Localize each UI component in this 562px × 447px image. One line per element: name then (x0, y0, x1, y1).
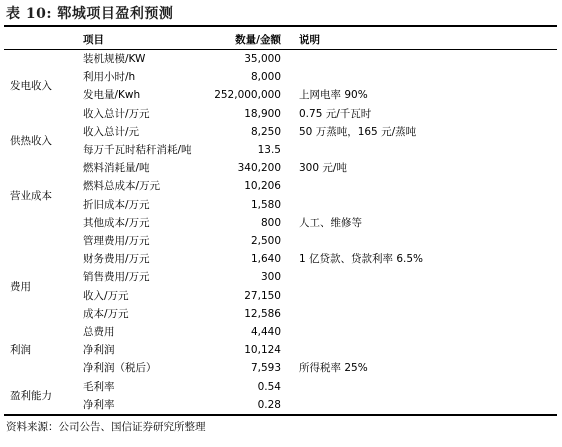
row-item: 销售费用/万元 (83, 271, 150, 284)
category-label: 利润 (10, 344, 31, 357)
row-item: 成本/万元 (83, 307, 129, 320)
category-label: 营业成本 (10, 189, 52, 202)
row-item: 净利率 (83, 398, 115, 411)
category-label: 盈利能力 (10, 389, 52, 402)
row-item: 燃料消耗量/吨 (83, 162, 150, 175)
table-row (0, 159, 562, 177)
row-value: 7,593 (250, 362, 281, 375)
row-item: 财务费用/万元 (83, 253, 150, 266)
row-item: 其他成本/万元 (83, 216, 150, 229)
category-label: 发电收入 (10, 80, 52, 93)
bottom-rule (4, 414, 557, 416)
row-item: 燃料总成本/万元 (83, 180, 161, 193)
category-label: 费用 (10, 280, 31, 293)
row-item: 净利润 (83, 344, 115, 357)
table-row (0, 50, 562, 68)
row-value: 300 (260, 271, 281, 284)
table-row (0, 232, 562, 250)
row-item: 收入/万元 (83, 289, 129, 302)
table-row (0, 250, 562, 268)
table-row (0, 68, 562, 86)
source-note: 资料来源：公司公告、国信证券研究所整理 (6, 421, 206, 433)
row-item: 总费用 (83, 326, 115, 338)
table-row (0, 378, 562, 396)
table-row (0, 396, 562, 414)
row-item: 每万千瓦时秸秆消耗/吨 (83, 144, 192, 156)
top-rule (4, 25, 557, 27)
row-value: 0.54 (257, 380, 281, 393)
row-value: 1,640 (250, 253, 281, 266)
row-item: 毛利率 (83, 380, 115, 393)
row-item: 发电量/Kwh (83, 89, 141, 102)
table-row (0, 177, 562, 195)
header-item: 项目 (83, 34, 104, 46)
row-value: 0.28 (257, 398, 281, 411)
row-value: 13.5 (257, 144, 281, 156)
row-value: 12,586 (244, 307, 281, 320)
row-value: 18,900 (244, 107, 281, 120)
row-item: 收入总计/元 (83, 125, 140, 138)
table-row (0, 214, 562, 232)
row-value: 10,124 (244, 344, 281, 357)
row-value: 340,200 (237, 162, 281, 175)
table-row (0, 341, 562, 359)
table-row (0, 359, 562, 377)
row-item: 净利润（税后） (83, 362, 157, 375)
row-value: 35,000 (244, 53, 281, 65)
row-item: 折旧成本/万元 (83, 198, 150, 211)
row-value: 8,000 (250, 71, 281, 84)
table-row (0, 105, 562, 123)
row-value: 4,440 (250, 326, 281, 338)
row-value: 8,250 (250, 125, 281, 138)
header-value: 数量/金额 (235, 34, 281, 46)
row-value: 800 (260, 216, 281, 229)
row-note: 0.75 元/千瓦时 (299, 107, 372, 120)
row-value: 2,500 (250, 235, 281, 247)
row-note: 50 万蒸吨，165 元/蒸吨 (299, 125, 417, 138)
row-value: 10,206 (244, 180, 281, 193)
table-row (0, 123, 562, 141)
row-note: 所得税率 25% (299, 362, 368, 375)
table-row (0, 268, 562, 286)
table-row (0, 287, 562, 305)
row-note: 上网电率 90% (299, 89, 368, 102)
row-item: 管理费用/万元 (83, 235, 150, 247)
table-row (0, 323, 562, 341)
row-note: 人工、维修等 (299, 216, 362, 229)
table-row (0, 86, 562, 104)
row-item: 利用小时/h (83, 71, 136, 84)
table-row (0, 196, 562, 214)
row-item: 收入总计/万元 (83, 107, 150, 120)
table-row (0, 305, 562, 323)
table-title: 表 10: 郓城项目盈利预测 (6, 6, 174, 22)
row-note: 1 亿贷款、贷款利率 6.5% (299, 253, 424, 266)
header-note: 说明 (299, 34, 320, 46)
row-item: 装机规模/KW (83, 53, 146, 65)
row-value: 1,580 (250, 198, 281, 211)
category-label: 供热收入 (10, 134, 52, 147)
row-note: 300 元/吨 (299, 162, 347, 175)
table-row (0, 141, 562, 159)
row-value: 252,000,000 (214, 89, 281, 102)
row-value: 27,150 (244, 289, 281, 302)
